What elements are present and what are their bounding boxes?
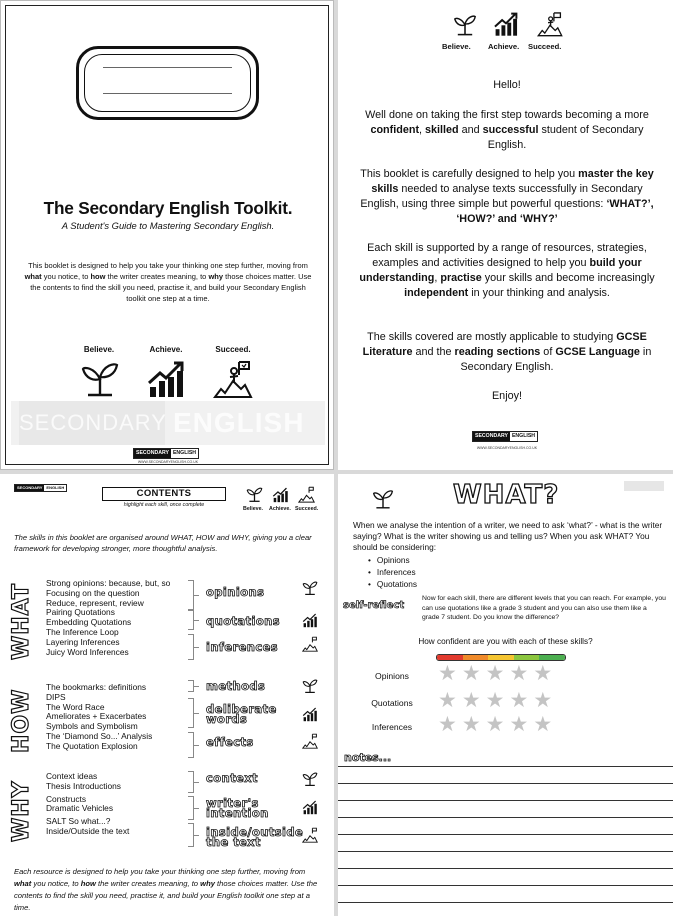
meter-segment [514,655,540,660]
faded-logo [624,481,664,491]
welcome-signoff: Enjoy! [491,390,522,402]
list-item[interactable]: The Inference Loop [46,626,119,637]
growth-chart-icon [492,11,520,37]
notes-line[interactable] [338,800,673,801]
list-item[interactable]: Thesis Introductions [46,780,121,791]
star-icon[interactable]: ★ [461,689,481,712]
star-icon[interactable]: ★ [461,713,481,736]
motto-succeed: Succeed. [295,506,319,512]
list-item: • Opinions [368,554,417,566]
growth-chart-icon [302,706,318,722]
motto-believe: Believe. [243,506,264,512]
contents-page [0,474,334,916]
skill-effects[interactable]: effects [206,735,254,749]
class-line [103,93,232,94]
list-item[interactable]: Context ideas [46,771,98,781]
list-item[interactable]: The Quotation Explosion [46,740,138,751]
bracket [188,680,194,692]
brand-url: WWW.SECONDARYENGLISH.CO.UK [476,446,538,450]
list-item[interactable]: DIPS [46,691,66,702]
list-item[interactable]: Juicy Word Inferences [46,646,129,657]
how-item-list [46,683,152,752]
list-item[interactable]: Symbols and Symbolism [46,721,138,732]
list-item[interactable]: Embedding Quotations [46,617,132,628]
list-item[interactable]: The Word Race [46,701,105,712]
rating-label-opinions: Opinions [375,671,409,681]
bracket [188,634,194,660]
star-icon[interactable]: ★ [509,689,529,712]
brand-logo: SECONDARY ENGLISH [14,484,67,492]
list-item[interactable]: Ameliorates + Exacerbates [46,711,147,722]
skill-inside-outside[interactable]: inside/outside the text [206,825,304,849]
watermark-banner [11,401,325,445]
growth-chart-icon [145,359,187,399]
motto-achieve: Achieve. [149,345,183,354]
star-icon[interactable]: ★ [485,689,505,712]
section-word-what: WHAT [9,582,34,660]
bracket [188,732,194,758]
confidence-meter [436,654,566,661]
skill-opinions[interactable]: opinions [206,585,265,599]
cover-page [0,0,334,470]
summit-flag-icon [298,486,315,503]
list-item: • Inferences [368,566,417,578]
welcome-paragraph-2: This booklet is carefully designed to help you master the key skills needed to analyse texts successfully in Secondary English, using three simple but powerful questions: ‘WHAT?’, ‘HOW?’ and ‘WHY?’ [360,168,654,225]
list-item[interactable]: The ‘Diamond So...’ Analysis [46,730,153,741]
list-item: • Quotations [368,578,417,590]
section-title: WHAT? [453,480,560,510]
welcome-paragraph-4: The skills covered are mostly applicable to studying GCSE Literature and the reading sections of GCSE Language in Secondary English. [362,331,652,373]
sprout-icon [372,488,394,510]
cover-title: The Secondary English Toolkit. [43,198,293,218]
sprout-icon [302,771,318,787]
welcome-paragraph-1: Well done on taking the first step towards becoming a more confident, skilled and successful student of Secondary English. [365,109,649,151]
motto-succeed: Succeed. [215,345,251,354]
notes-line[interactable] [338,902,673,903]
meter-segment [437,655,463,660]
name-line [103,67,232,68]
summit-flag-icon [537,11,563,37]
motto-achieve: Achieve. [488,42,520,51]
motto-believe: Believe. [442,42,471,51]
skill-methods[interactable]: methods [206,679,266,693]
notes-line[interactable] [338,783,673,784]
motto-achieve: Achieve. [269,506,291,512]
star-icon[interactable]: ★ [485,662,505,685]
notes-line[interactable] [338,868,673,869]
contents-outro: Each resource is designed to help you take your thinking one step further, moving from what you notice, to how the writer creates meaning, to why those choices matter. Use the contents to find the skill you need, practise it, and build your English toolkit one step at a time. [14,867,318,912]
skill-quotations[interactable]: quotations [206,614,280,628]
growth-chart-icon [302,799,318,815]
cover-intro: This booklet is designed to help you take your thinking one step further, moving from what you notice, to how the writer creates meaning, to why those choices matter. Use the contents to find the skill you need, practise it, and build your Secondary English toolkit one step at a time. [24,261,312,303]
star-icon[interactable]: ★ [509,662,529,685]
list-item[interactable]: SALT So what...? [46,816,111,827]
summit-flag-icon [212,359,254,399]
summit-flag-icon [302,827,318,843]
skill-writers-intention[interactable]: writer's intention [206,796,269,820]
bracket [188,610,194,630]
notes-line[interactable] [338,817,673,818]
meter-segment [539,655,565,660]
list-item[interactable]: Layering Inferences [46,636,120,647]
star-icon[interactable]: ★ [509,713,529,736]
sprout-icon [302,678,318,694]
list-item[interactable]: Strong opinions: because, but, so [46,578,171,588]
star-icon[interactable]: ★ [438,713,457,736]
what-page [338,474,673,916]
bracket [188,698,194,728]
confidence-question: How confident are you with each of these skills? [418,637,593,646]
what-intro: When we analyse the intention of a writer, we need to ask ‘what?’ - what is the writer saying? What is the writer showing us and telling us? When you ask WHAT? You should be considering: [353,520,663,553]
sprout-icon [246,486,263,503]
star-icon[interactable]: ★ [438,689,457,712]
list-item[interactable]: Dramatic Vehicles [46,803,114,814]
notes-line[interactable] [338,851,673,852]
star-icon[interactable]: ★ [461,662,481,685]
what-item-list [46,579,170,657]
cover-subtitle: A Student's Guide to Mastering Secondary English. [61,220,275,231]
sprout-icon [79,359,121,399]
rating-stars-opinions [438,664,552,684]
bracket [188,823,194,847]
brand-url: WWW.SECONDARYENGLISH.CO.UK [137,460,199,464]
summit-flag-icon [302,733,318,749]
notes-line[interactable] [338,885,673,886]
section-word-why: WHY [9,780,34,842]
list-item[interactable]: Focusing on the question [46,587,140,598]
brand-logo: SECONDARY ENGLISH [472,431,538,442]
star-icon[interactable]: ★ [438,662,457,685]
skill-context[interactable]: context [206,771,258,785]
motto-succeed: Succeed. [528,42,562,51]
what-bullets [368,554,417,590]
skill-deliberate-words[interactable]: deliberate words [206,702,277,726]
greeting: Hello! [493,79,521,91]
contents-title: CONTENTS [102,487,226,501]
self-reflect-heading: self-reflect [343,600,405,611]
why-item-list [46,772,129,837]
sprout-icon [302,580,318,596]
bracket [188,580,194,610]
welcome-paragraph-3: Each skill is supported by a range of resources, strategies, examples and activities designed to help you build your understanding, practise your skills and become increasingly independent in your thinking and analysis. [359,242,655,299]
list-item[interactable]: Inside/Outside the text [46,825,130,836]
self-reflect-text: Now for each skill, there are different levels that you can reach. For example, you can use quotations like a grade 3 student and you can also use them like a grade 7 student. Do you know the difference? [422,595,666,622]
star-icon[interactable]: ★ [533,689,553,712]
star-icon[interactable]: ★ [485,713,505,736]
sprout-icon [453,13,477,37]
name-label-box [76,46,259,120]
contents-subtitle: highlight each skill, once complete [123,502,205,508]
motto-believe: Believe. [83,345,115,354]
notes-line[interactable] [338,834,673,835]
meter-segment [488,655,514,660]
brand-logo: SECONDARY ENGLISH [133,448,199,459]
skill-inferences[interactable]: inferences [206,640,279,654]
bracket [188,796,194,820]
growth-chart-icon [302,612,318,628]
list-item[interactable]: Reduce, represent, review [46,597,144,608]
star-icon[interactable]: ★ [533,713,553,736]
contents-intro: The skills in this booklet are organised around WHAT, HOW and WHY, giving you a clear framework for developing stronger, more thoughtful analysis. [14,533,312,553]
notes-heading: notes... [344,751,392,764]
growth-chart-icon [272,486,289,503]
notes-line[interactable] [338,766,673,767]
star-icon[interactable]: ★ [533,662,553,685]
watermark-secondary: SECONDARY [19,401,165,445]
list-item[interactable]: Constructs [46,793,87,804]
section-word-how: HOW [9,688,34,753]
welcome-page [338,0,673,470]
watermark-english: ENGLISH [173,407,305,438]
rating-stars-inferences [438,715,552,735]
list-item[interactable]: Pairing Quotations [46,607,115,618]
list-item[interactable]: The bookmarks: definitions [46,682,147,692]
rating-label-inferences: Inferences [371,722,413,732]
bracket [188,771,194,793]
meter-segment [463,655,489,660]
rating-stars-quotations [438,691,552,711]
summit-flag-icon [302,636,318,652]
rating-label-quotations: Quotations [371,698,413,708]
